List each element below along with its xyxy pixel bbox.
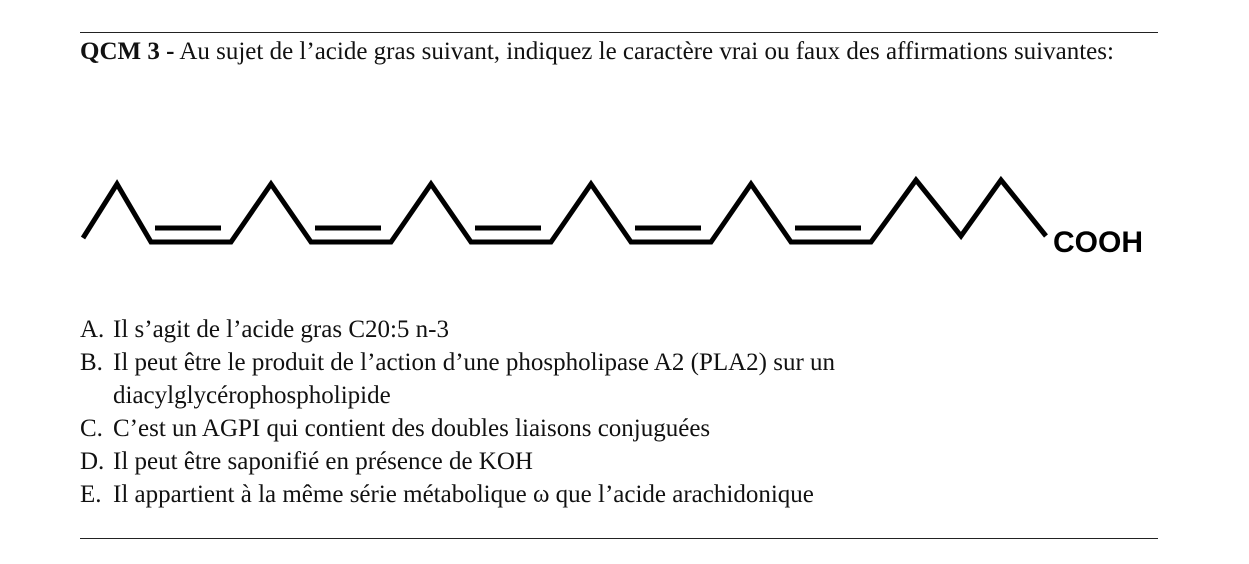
answer-text: Il s’agit de l’acide gras C20:5 n-3 [113,316,450,343]
answer-item-a [80,313,1013,346]
answer-item-d [80,445,1013,478]
question-id: QCM 3 [80,38,160,65]
answer-letter: E. [80,481,102,508]
bottom-divider [80,538,1158,539]
answer-text: Il peut être saponifié en présence de KOH [113,448,533,475]
fatty-acid-structure [0,160,1249,270]
question-separator: - [166,38,175,65]
top-divider [80,32,1158,33]
answer-text: Il peut être le produit de l’action d’une phospholipase A2 (PLA2) sur un diacylglycérophospholipide [113,349,836,409]
answer-text: C’est un AGPI qui contient des doubles liaisons conjuguées [113,415,711,442]
carboxyl-group-label: COOH [1053,226,1143,259]
question-statement [80,36,1170,68]
answer-item-b [80,346,1013,412]
answer-letter: C. [80,415,103,442]
question-text: Au sujet de l’acide gras suivant, indiquez le caractère vrai ou faux des affirmations suivantes: [179,38,1114,65]
answer-item-e [80,478,1013,511]
answer-item-c [80,412,1013,445]
carbon-chain [83,180,1046,242]
answer-text: Il appartient à la même série métabolique ω que l’acide arachidonique [113,481,814,508]
answer-list [80,313,1013,511]
answer-letter: D. [80,448,105,475]
answer-letter: B. [80,349,103,376]
answer-letter: A. [80,316,105,343]
